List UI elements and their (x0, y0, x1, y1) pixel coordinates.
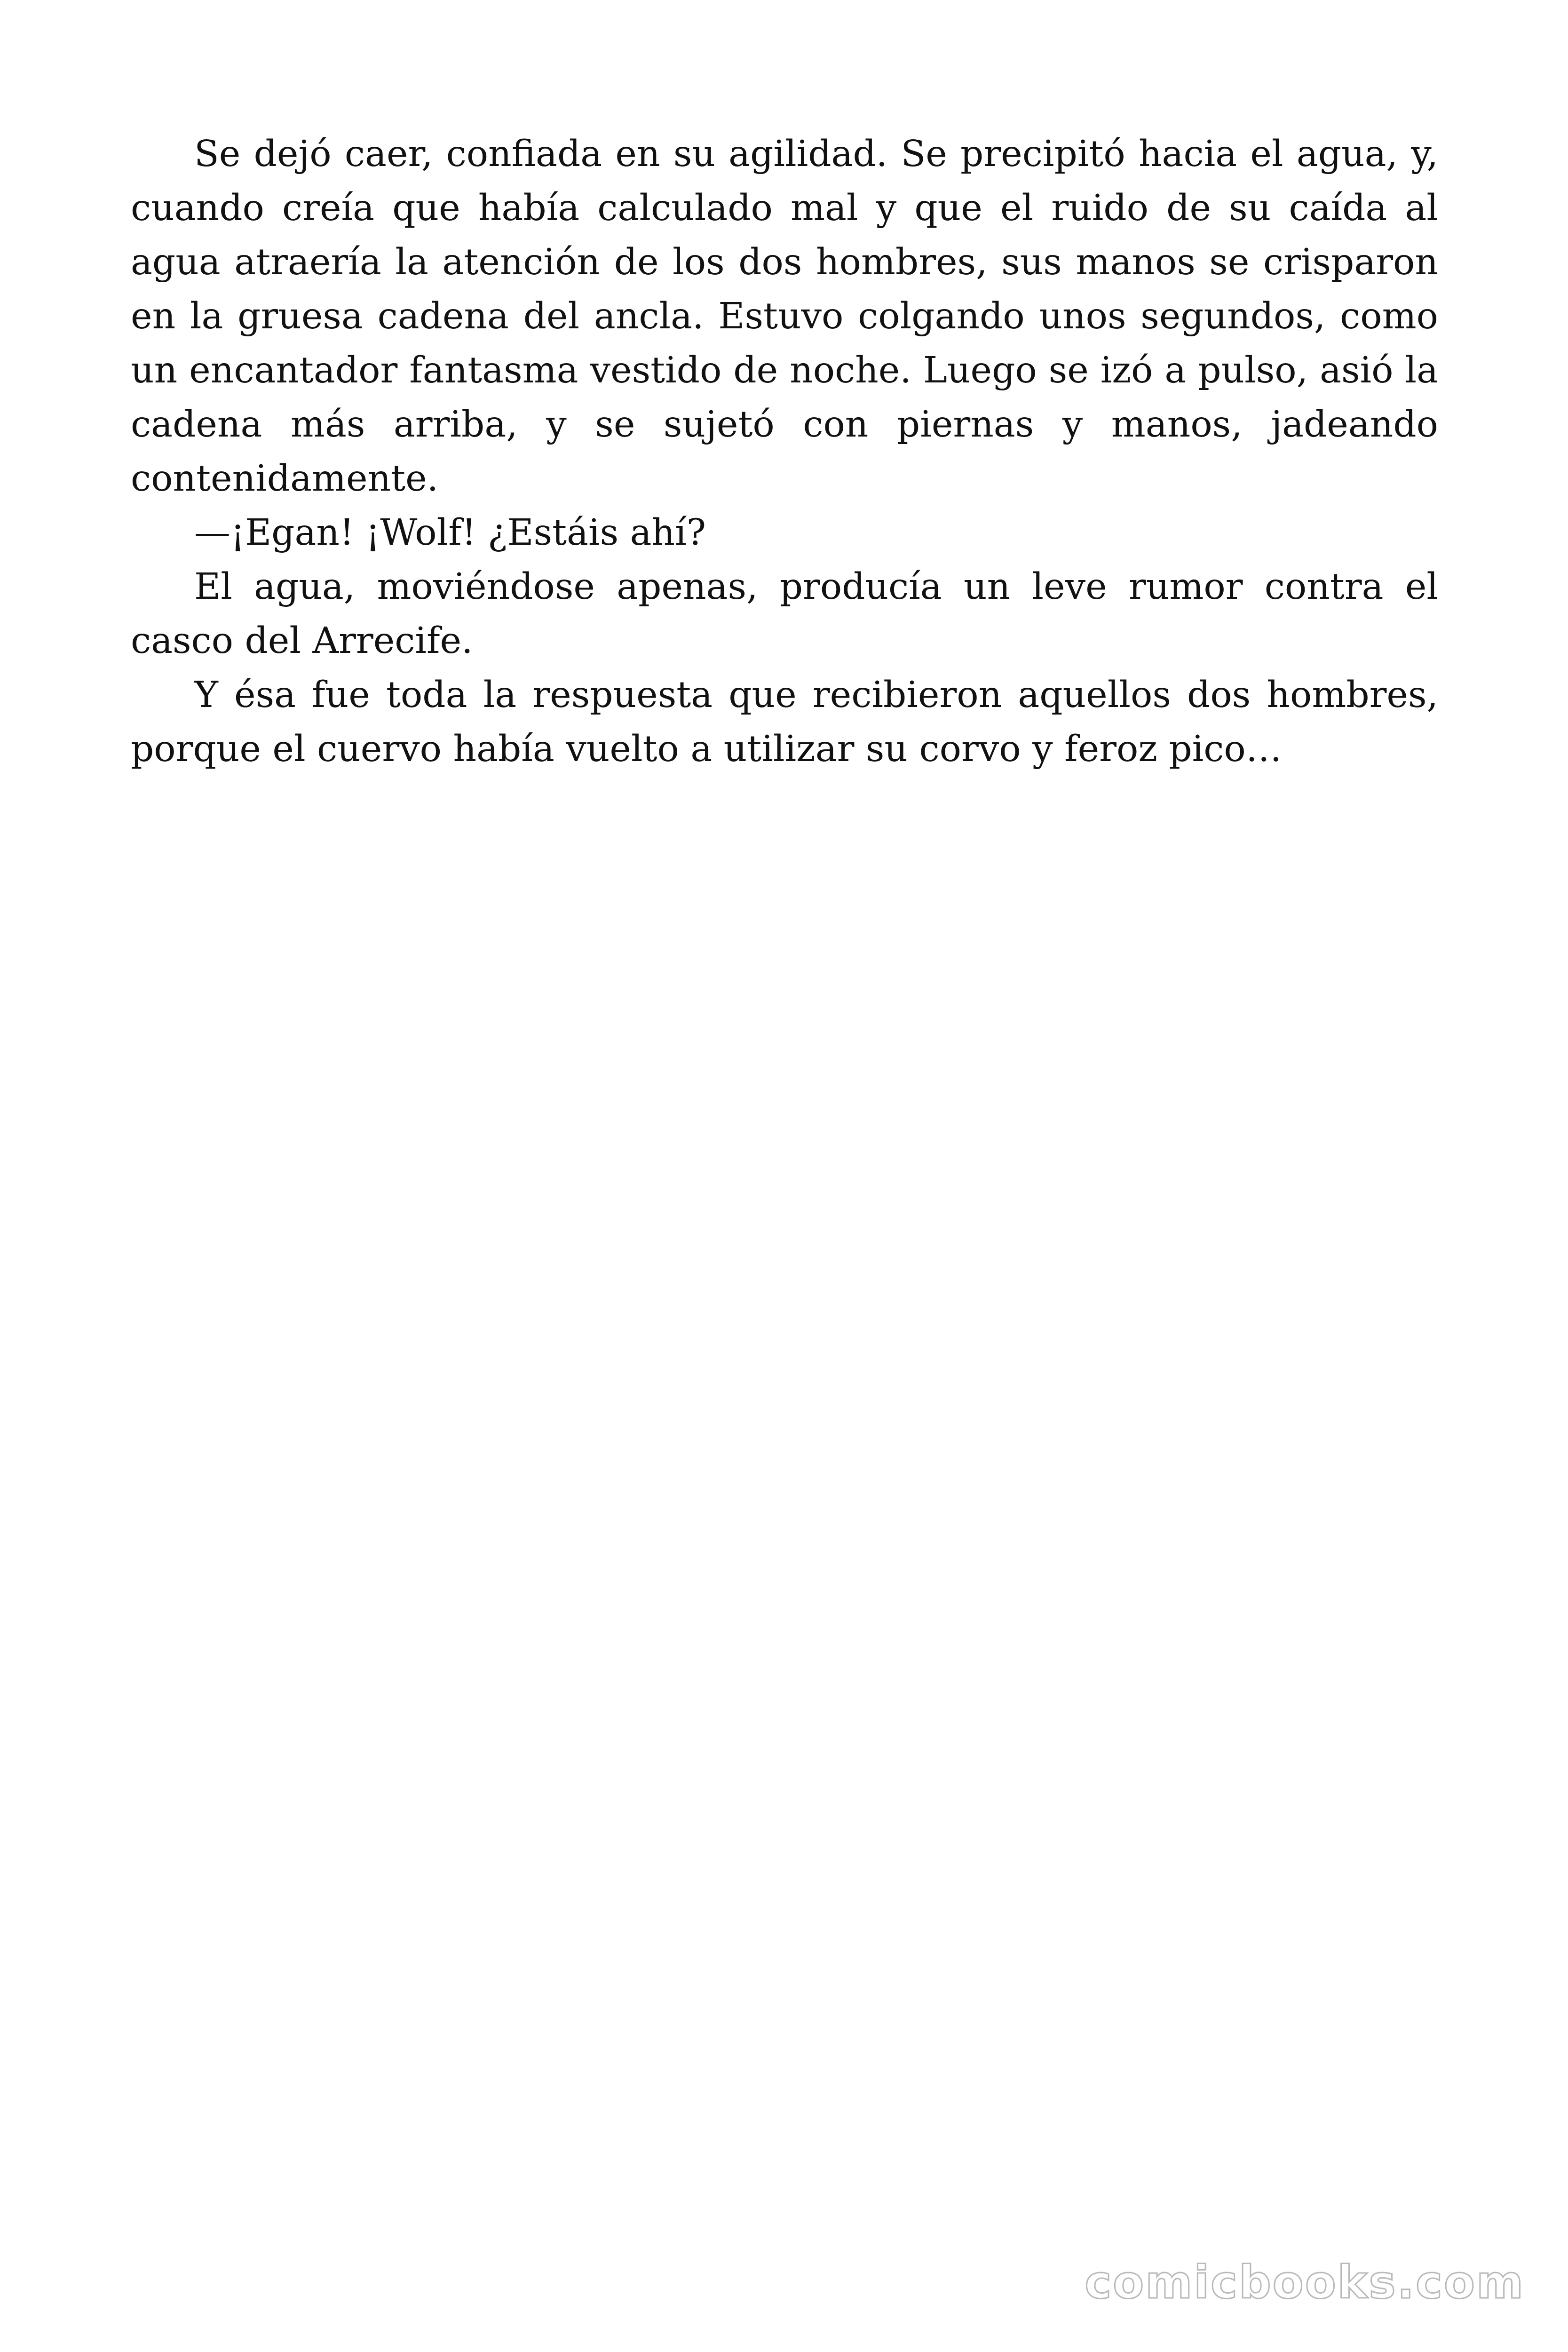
paragraph: El agua, moviéndose apenas, producía un leve rumor contra el casco del Arrecife. (131, 566, 1438, 662)
paragraph: Se dejó caer, confiada en su agilidad. Se precipitó hacia el agua, y, cuando creía que había calculado mal y que el ruido de su caída al agua atraería la atención de los dos hombres, sus manos se crisparon en la gruesa cadena del ancla. Estuvo colgando unos segundos, como un encantador fantasma vestido de noche. Luego se izó a pulso, asió la cadena más arriba, y se sujetó con piernas y manos, jadeando contenidamente. (131, 133, 1438, 500)
paragraph: Y ésa fue toda la respuesta que recibieron aquellos dos hombres, porque el cuervo había vuelto a utilizar su corvo y feroz pico… (131, 674, 1438, 770)
paragraph-dialogue: —¡Egan! ¡Wolf! ¿Estáis ahí? (194, 512, 706, 554)
watermark: comicbooks.com (1085, 2256, 1525, 2309)
page-body (131, 127, 1438, 776)
